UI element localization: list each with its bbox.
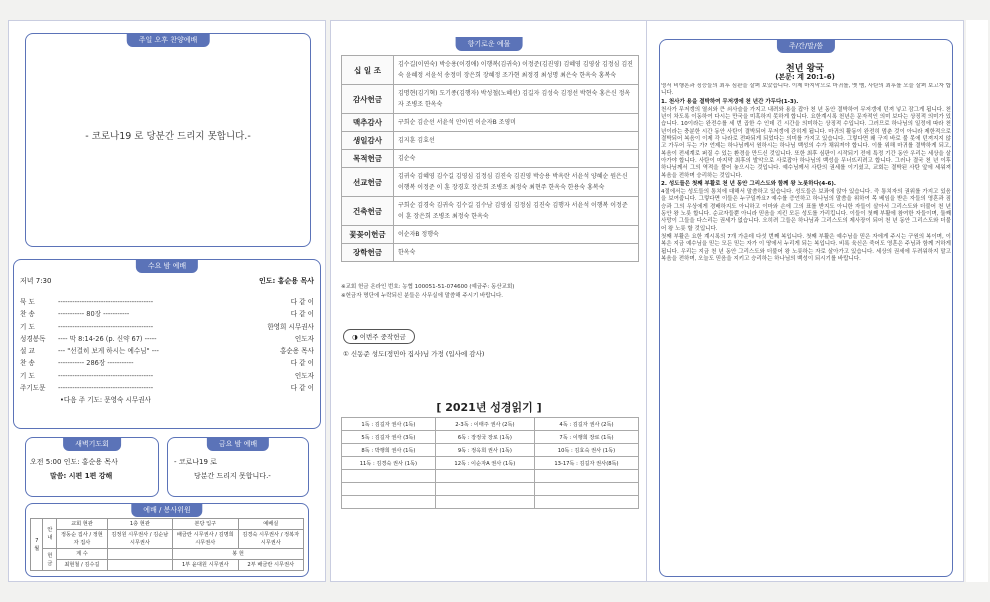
table-row: 선교헌금 김귀숙 김혜영 김수길 김영심 김정심 김진숙 김진영 박승용 박옥란 서윤석 양혜순 원은신 이행복 이정준 이 훈 장경호 장은희 조병조 최정숙 최현주 한옥숙 한용숙 홍복숙 <box>342 168 639 197</box>
bulletin-panel-left <box>8 20 326 582</box>
table-row <box>342 470 639 483</box>
table-row <box>342 496 639 509</box>
table-row: 목적헌금 김순숙 <box>342 150 639 168</box>
offerings-table <box>341 55 639 262</box>
dawn-prayer-box <box>25 437 159 497</box>
duty-roster-title: 예배 / 봉사위원 <box>131 503 202 517</box>
table-row: 생일감사 김지훈 김효선 <box>342 132 639 150</box>
table-row: 맥추감사 구희순 김순선 서윤석 안이연 이순자B 조영미 <box>342 114 639 132</box>
sermon-heading: 1. 천사가 용을 결박하여 무저갱에 천 년간 가두다(1-3). <box>661 98 799 105</box>
table-row: 헌금 계 수 봉 헌 <box>31 549 304 560</box>
table-row: 장학헌금 한옥숙 <box>342 244 639 262</box>
table-row <box>342 483 639 496</box>
table-row: 건축헌금 구희순 김경숙 김귀숙 김수길 김수남 김영심 김정심 김진숙 김행자 서윤석 이행복 이정준 이 훈 장은희 조병조 최정숙 한옥숙 <box>342 197 639 226</box>
wednesday-service-box <box>13 259 321 429</box>
table-row: 정동순 집사 / 정현자 집사 김정원 시무권사 / 김순남 시무권사 배금란 시무권사 / 김명희 시무권사 김경숙 시무권사 / 정복자 시무권사 <box>31 530 304 549</box>
order-row: 묵 도 ---------------------------------------- 다 같 이 <box>20 298 314 306</box>
table-row: 7월 안내 교회 현관 1층 현관 본당 입구 예배실 <box>31 519 304 530</box>
sermon-heading: 2. 성도들은 첫째 부활로 천 년 동안 그리스도와 함께 왕 노릇하다(4-6). <box>661 180 836 187</box>
page-edge <box>966 20 988 582</box>
sermon-scripture: (본문: 계 20:1-6) <box>775 73 835 81</box>
wednesday-service-header <box>20 276 314 286</box>
bank-note: ※헌금자 명단에 누락되신 분들은 사무실에 말씀해 주시기 바랍니다. <box>341 293 504 299</box>
table-row: 1독 : 김길자 권사 (1독) 2-3독 : 이태주 권사 (2독) 4독 : 김길자 권사 (2독) <box>342 418 639 431</box>
sermon-paragraph: 영서 비행론과 징승들의 최후 심판을 살펴 보았습니다. 이제 마지막으로 마귀를, 옛 뱀, 사탄의 최후를 오늘 살펴 보고자 합니다. <box>661 83 951 97</box>
wednesday-time: 저녁 7:30 <box>20 277 52 285</box>
table-row: 최현철 / 김수길 1부 윤대원 시무권사 2부 배금란 시무권사 <box>31 560 304 571</box>
order-row: 주기도문 ---------------------------------------- 다 같 이 <box>20 384 314 393</box>
friday-service-title: 금요 밤 예배 <box>207 437 269 451</box>
sunday-pm-notice: - 코로나19 로 당분간 드리지 못합니다.- <box>85 131 251 142</box>
sermon-paragraph: 4절에서는 성도들의 통치에 대해서 말씀하고 있습니다. 성도들은 보좌에 앉아 있습니다. 즉 통치자의 권위를 가지고 있음을 보여줍니다. 그렇다면 이들은 누구일까요? 예수를 증언하고 하나님의 말씀을 위하여 목 베임을 받은 자들의 영혼과 짐승과 그의 우상에게 경배하지도 아니하고 이마와 손에 그의 표를 받지도 아니한 자들이 살아서 그리스도와 더불어 천 년 동안 왕 노릇 합니다. 순교자들뿐 아니라 믿음을 지킨 모든 성도를 가리킵니다. 이들이 첫째 부활에 참여한 자들이며, 둘째 사망이 그들을 다스리는 권세가 없습니다. 오히려 그들은 하나님과 그리스도의 제사장이 되어 천 년 동안 그리스도와 더불어 왕 노릇 할 것입니다. <box>661 189 951 232</box>
sermon-section-title: 주/간/말/씀 <box>777 39 835 53</box>
friday-notice-2: 당분간 드리지 못합니다.- <box>194 472 271 480</box>
dawn-prayer-text: 말씀: 시편 1편 강해 <box>50 472 113 480</box>
order-note: •다음 주 기도: 문영숙 시무권사 <box>60 396 151 405</box>
order-row: 기 도 ---------------------------------------- 한영희 시무권사 <box>20 322 314 331</box>
order-row: 찬 송 ----------- 286장 ----------- 다 같 이 <box>20 359 314 368</box>
bank-account: ※교회 헌금 온라인 번호: 농협 100051-51-074600 (예금주: 동산교회) <box>341 284 515 290</box>
order-of-worship <box>20 296 314 407</box>
friday-service-box <box>167 437 309 497</box>
table-row: 십 일 조 김수길(이연숙) 박승용(이경애) 이행복(김귀숙) 이정준(김진영) 김혜영 김영삼 김정심 김진숙 윤혜정 서윤석 송정미 장은희 장혜정 조가현 최정경 최성명 최은숙 한옥숙 홍복숙 <box>342 56 639 85</box>
duty-roster-table <box>30 518 304 571</box>
duty-roster-box <box>25 503 309 577</box>
table-row: 8독 : 박행희 권사 (1독) 9독 : 정옥희 권사 (1독) 10독 : 김효숙 권사 (1독) <box>342 444 639 457</box>
dawn-prayer-title: 새벽기도회 <box>63 437 121 451</box>
order-row: 성경봉독 ---- 막 8:14-26 (p. 신약 67) ----- 인도자 <box>20 334 314 343</box>
table-row: 5독 : 김길자 권사 (3독) 6독 : 장정국 장로 (1독) 7독 : 이행희 장로 (1독) <box>342 431 639 444</box>
wednesday-leader: 인도: 홍순용 목사 <box>258 277 314 285</box>
special-offering-label: ◑ 이번주 중작헌금 <box>343 329 415 344</box>
bible-reading-table <box>341 417 639 509</box>
sunday-pm-title: 주일 오후 찬양예배 <box>127 33 210 47</box>
order-row: 찬 송 ----------- 80장 ----------- 다 같 이 <box>20 310 314 319</box>
sermon-paragraph: 천사가 무저갱의 열쇠와 큰 쇠사슬을 가지고 내려와 용을 잡아 천 년 동안 결박하여 무저갱에 던져 넣고 잠그게 됩니다. 천 년이 차도록 이동하여 다시는 만국을 미혹하지 못하게 합니다. 요한계시록 천년은 문자적인 의미 보다는 상징적 의미가 있습니다. 10이라는 완전수를 세 번 곱한 수 인데 긴 시간을 의미하는 상징적 수입니다. 그러므로 하나님의 일정에 따라 천 년이라는 충분한 시간 동안 사탄이 결박되어 무저갱에 갇히게 됩니다. 마귀의 활동이 완전히 멈춘 것이 아니라 제한적으로 결박되어 복음이 이제 각 나라로 전파되게 되었다는 의미를 가지고 있습니다. 그렇다면 왜 구지 바로 불 못에 던져지지 않고 가두어 두는 가? 언제는 하나님께서 원하시는 하나님 백성의 수가 채워져야 합니다. 이를 위해 마귀를 결박하게 되고, 복음이 전세계로 퍼질 수 있는 환경을 만드신 것입니다. 또한 최후 심판이 시작되기 전에 특정 기간 동안 우리는 세상을 살아가야 합니다. 사탄이 마지막 최후의 발악으로 사로잡아 하나님의 백성을 무너뜨리려고 합니다. 그러나 결국 천 년 이후 하나님께서 그의 역적을 풀어 놓으시는 것입니다. 예수님께서 사탄의 권세를 이기셨고, 교회는 결박된 사탄 앞에 세워져 복음을 전하며 승리하는 것입니다. <box>661 106 951 179</box>
table-row: 11독 : 김경숙 권사 (1독) 12독 : 이순자A 권사 (1독) 13-17독 : 김길자 권사(8독) <box>342 457 639 470</box>
sermon-paragraph: 첫째 부활은 요한 계시록의 7개 가운데 다섯 번째 복입니다. 첫째 부활은 예수님을 믿은 자에게 주시는 구원의 복이며, 이 복은 지금 예수님을 믿는 모든 믿는 자가 이 땅에서 누리게 되는 복입니다. 비록 육신은 죽어도 영혼은 주님과 함께 거하게 됩니다. 우리는 지금 천 년 동안 그리스도와 더불어 왕 노릇하는 자로 살아가고 있습니다. 세상의 권세에 두려워하지 말고 복음을 전하며, 오늘도 믿음을 지키고 승리하는 하나님의 백성이 되시기를 바랍니다. <box>661 233 951 262</box>
visit-note: ① 신동준 성도(정민아 집사)님 가정 (입사에 감사) <box>343 350 485 358</box>
table-row: 꽃꽂이헌금 이순자B 정행숙 <box>342 226 639 244</box>
order-row: 설 교 --- "선결히 보게 하시는 예수님" --- 홍순용 목사 <box>20 347 314 356</box>
table-row: 감사헌금 김명현(김기혁) 도기종(김행자) 박성철(노혜선) 김길자 김성숙 김정선 박현숙 홍은신 정옥자 조병조 한옥숙 <box>342 85 639 114</box>
wednesday-service-title: 수요 밤 예배 <box>136 259 198 273</box>
order-row: 기 도 ---------------------------------------- 인도자 <box>20 371 314 380</box>
sermon-body <box>661 83 951 573</box>
bank-info <box>341 283 639 301</box>
sermon-title: 천년 왕국 <box>786 64 824 74</box>
dawn-prayer-time: 오전 5:00 인도: 홍순용 목사 <box>30 458 118 466</box>
bulletin-panel-right <box>646 20 964 582</box>
friday-notice-1: - 코로나19 로 <box>174 458 217 466</box>
bulletin-panel-middle <box>330 20 648 582</box>
sunday-pm-box <box>25 33 311 247</box>
offerings-title: 향기로운 예물 <box>456 37 523 51</box>
bible-reading-title: [ 2021년 성경읽기 ] <box>436 401 542 414</box>
